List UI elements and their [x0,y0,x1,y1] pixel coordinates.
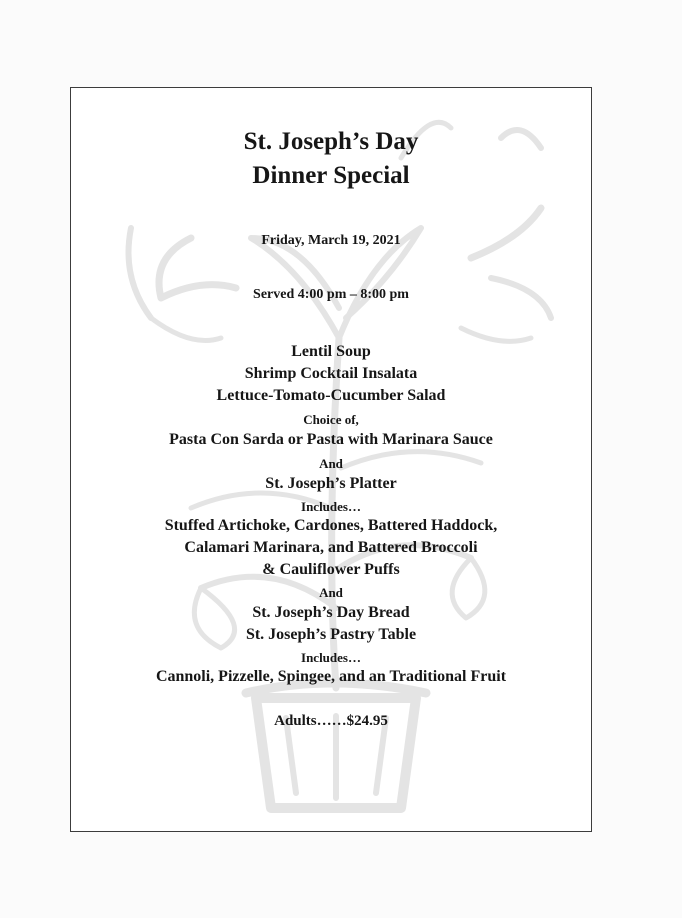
menu-item: St. Joseph’s Platter [265,475,397,492]
menu-item: St. Joseph’s Pastry Table [245,626,417,643]
menu-item: Stuffed Artichoke, Cardones, Battered Haddock, [164,517,498,534]
menu-connector: Choice of, [303,412,359,427]
menu-title-line-2: Dinner Special [252,162,410,189]
menu-item: Lentil Soup [291,343,371,360]
menu-item: Lettuce-Tomato-Cucumber Salad [216,387,446,404]
event-date: Friday, March 19, 2021 [261,233,401,248]
menu-connector: Includes… [301,650,361,665]
menu-connector: And [319,456,343,471]
menu-item: Pasta Con Sarda or Pasta with Marinara Sauce [169,431,493,448]
menu-item: Shrimp Cocktail Insalata [244,365,418,382]
adult-price: Adults……$24.95 [274,713,388,729]
menu-item: & Cauliflower Puffs [262,561,400,578]
menu-title-line-1: St. Joseph’s Day [243,128,419,155]
menu-item: St. Joseph’s Day Bread [252,604,410,621]
menu-flyer [70,87,592,832]
menu-connector: Includes… [301,499,361,514]
menu-item: Calamari Marinara, and Battered Broccoli [184,539,478,556]
serving-hours: Served 4:00 pm – 8:00 pm [253,287,409,302]
menu-connector: And [319,585,343,600]
menu-item: Cannoli, Pizzelle, Spingee, and an Traditional Fruit [155,668,507,685]
